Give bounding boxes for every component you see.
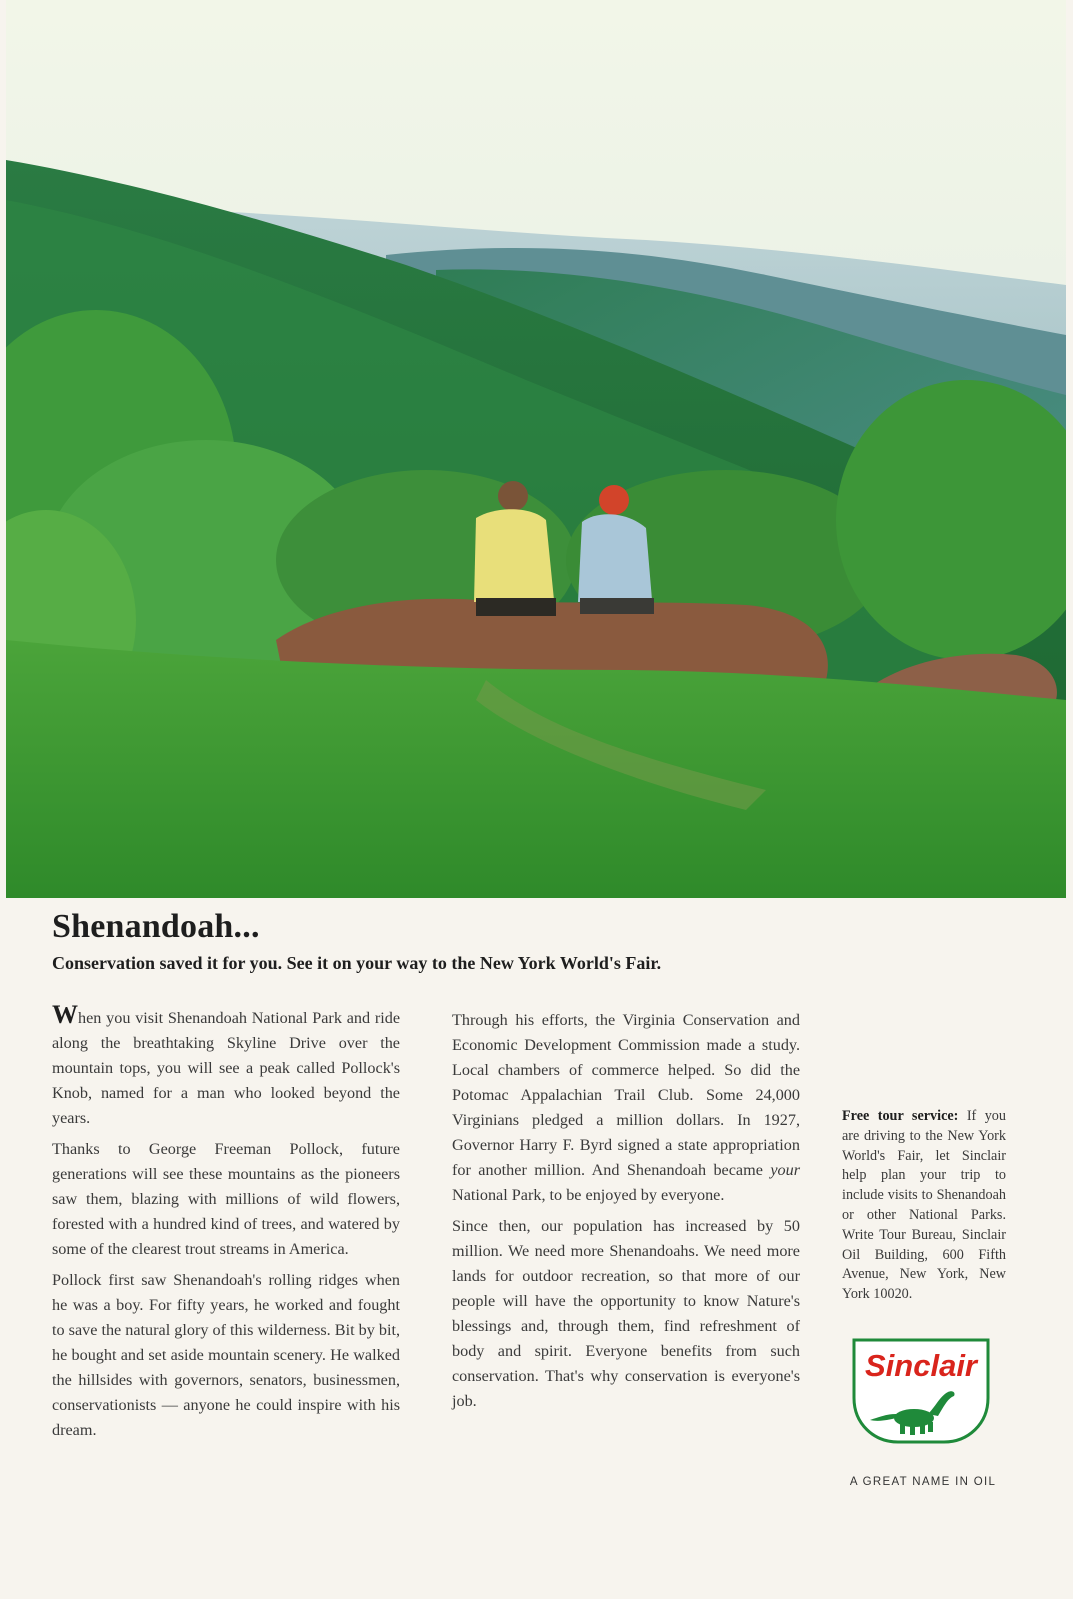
drop-cap: W <box>52 1000 78 1029</box>
body-column-right <box>452 1008 800 1420</box>
paragraph <box>452 1008 800 1208</box>
headline: Shenandoah... <box>52 908 260 945</box>
tour-service-note <box>842 1107 1006 1305</box>
sinclair-logo <box>848 1336 994 1446</box>
paragraph: Since then, our population has increased by 50 million. We need more Shenandoahs. We need more lands for outdoor recreation, so that more of our people will have the opportunity to know Nature's blessings and, through them, find refreshment of body and spirit. Everyone benefits from such conservation. That's why conservation is everyone's job. <box>452 1217 800 1410</box>
paragraph-text: Through his efforts, the Virginia Conservation and Economic Development Commission made a study. Local chambers of commerce helped. So did the Potomac Appalachian Trail Club. Some 24,000 Virginians pledged a million dollars. In 1927, Governor Harry F. Byrd signed a state appropriation for another million. And Shenandoah became <box>452 1011 800 1179</box>
paragraph-text: National Park, to be enjoyed by everyone. <box>452 1186 725 1204</box>
tour-service-body: If you are driving to the New York World's Fair, let Sinclair help plan your trip to include visits to Shenandoah or other National Parks. Write Tour Bureau, Sinclair Oil Building, 600 Fifth Avenue, New York, New York 10020. <box>842 1108 1006 1303</box>
emphasis-text: your <box>770 1161 801 1179</box>
tagline: A GREAT NAME IN OIL <box>849 1476 997 1488</box>
subheadline: Conservation saved it for you. See it on your way to the New York World's Fair. <box>52 953 662 973</box>
tour-service-lead: Free tour service: <box>842 1108 959 1124</box>
brand-wordmark: Sinclair <box>865 1348 977 1383</box>
paragraph <box>52 1002 400 1131</box>
body-column-left <box>52 1002 400 1449</box>
landscape-photo <box>6 0 1066 898</box>
paragraph: Pollock first saw Shenandoah's rolling ridges when he was a boy. For fifty years, he worked and fought to save the natural glory of this wilderness. Bit by bit, he bought and set aside mountain scenery. He walked the hillsides with governors, senators, businessmen, conservationists — anyone he could inspire with his dream. <box>52 1271 400 1439</box>
paragraph: Thanks to George Freeman Pollock, future generations will see these mountains as the pioneers saw them, blazing with millions of wild flowers, forested with a hundred kind of trees, and watered by some of the clearest trout streams in America. <box>52 1140 400 1258</box>
paragraph-text: hen you visit Shenandoah National Park and ride along the breathtaking Skyline Drive over the mountain tops, you will see a peak called Pollock's Knob, named for a man who looked beyond the years. <box>52 1009 400 1127</box>
